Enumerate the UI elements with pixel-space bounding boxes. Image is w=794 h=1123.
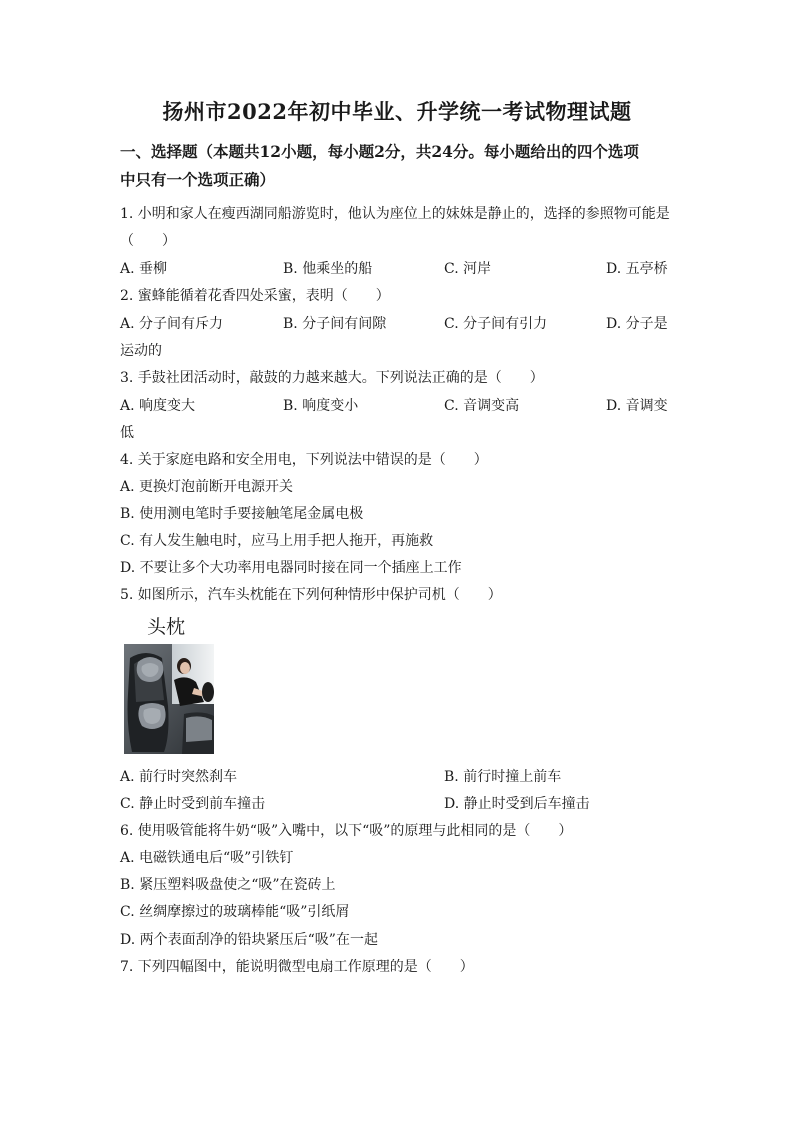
question-4-stem: 4. 关于家庭电路和安全用电，下列说法中错误的是（ ） [120, 452, 488, 468]
question-5-option-d: D. 静止时受到后车撞击 [444, 796, 590, 812]
question-2-option-b: B. 分子间有间隙 [283, 316, 387, 332]
question-6-option-c: C. 丝绸摩擦过的玻璃棒能“吸”引纸屑 [120, 904, 350, 920]
question-2-option-d: D. 分子是 [606, 316, 668, 332]
question-7-stem: 7. 下列四幅图中，能说明微型电扇工作原理的是（ ） [120, 959, 474, 975]
question-3-option-c: C. 音调变高 [444, 398, 520, 414]
question-6-option-a: A. 电磁铁通电后“吸”引铁钉 [120, 850, 294, 866]
question-5-option-c: C. 静止时受到前车撞击 [120, 796, 266, 812]
car-headrest-photo [124, 644, 214, 754]
question-2-option-d-wrap: 运动的 [120, 343, 162, 359]
section-heading-line1: 一、选择题（本题共12小题，每小题2分，共24分。每小题给出的四个选项 [120, 142, 639, 161]
question-2-stem: 2. 蜜蜂能循着花香四处采蜜，表明（ ） [120, 288, 390, 304]
question-5-option-b: B. 前行时撞上前车 [444, 769, 562, 785]
question-6-stem: 6. 使用吸管能将牛奶“吸”入嘴中，以下“吸”的原理与此相同的是（ ） [120, 823, 573, 839]
question-5-stem: 5. 如图所示，汽车头枕能在下列何种情形中保护司机（ ） [120, 587, 502, 603]
question-1-stem-cont: （ ） [120, 233, 176, 249]
question-3-option-d-wrap: 低 [120, 425, 134, 441]
question-1-option-d: D. 五亭桥 [606, 261, 668, 277]
question-5-option-a: A. 前行时突然刹车 [120, 769, 238, 785]
question-1-option-c: C. 河岸 [444, 261, 492, 277]
question-2-option-c: C. 分子间有引力 [444, 316, 548, 332]
section-heading-line2: 中只有一个选项正确） [120, 170, 276, 189]
exam-title: 扬州市2022年初中毕业、升学统一考试物理试题 [162, 99, 632, 124]
question-1-option-b: B. 他乘坐的船 [283, 261, 373, 277]
question-4-option-b: B. 使用测电笔时手要接触笔尾金属电极 [120, 506, 364, 522]
question-3-option-a: A. 响度变大 [120, 398, 196, 414]
question-4-option-a: A. 更换灯泡前断开电源开关 [120, 479, 294, 495]
question-4-option-d: D. 不要让多个大功率用电器同时接在同一个插座上工作 [120, 560, 462, 576]
question-3-stem: 3. 手鼓社团活动时，敲鼓的力越来越大。下列说法正确的是（ ） [120, 370, 544, 386]
headrest-label: 头枕 [147, 616, 186, 638]
question-3-option-d: D. 音调变 [606, 398, 668, 414]
question-2-option-a: A. 分子间有斥力 [120, 316, 224, 332]
question-1-stem: 1. 小明和家人在瘦西湖同船游览时，他认为座位上的妹妹是静止的，选择的参照物可能是 [120, 206, 670, 222]
question-3-option-b: B. 响度变小 [283, 398, 359, 414]
question-6-option-d: D. 两个表面刮净的铅块紧压后“吸”在一起 [120, 932, 378, 948]
question-6-option-b: B. 紧压塑料吸盘使之“吸”在瓷砖上 [120, 877, 336, 893]
question-1-option-a: A. 垂柳 [120, 261, 168, 277]
question-4-option-c: C. 有人发生触电时，应马上用手把人拖开，再施救 [120, 533, 434, 549]
